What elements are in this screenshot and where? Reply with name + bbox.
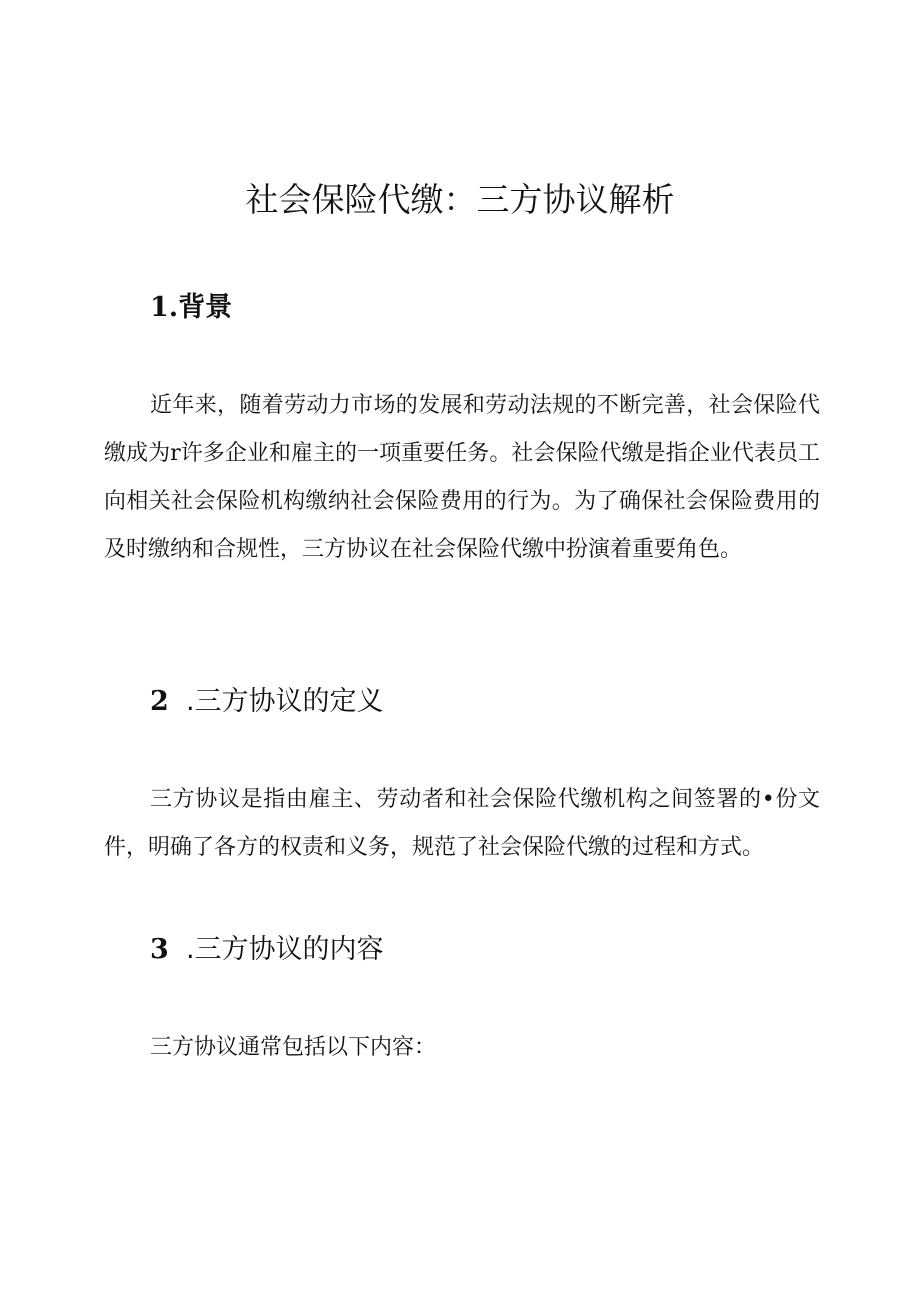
section-title: 背景 — [178, 292, 233, 323]
section-heading-definition — [150, 682, 384, 722]
section-paragraph-content: 三方协议通常包括以下内容： — [150, 1035, 437, 1060]
document-title: 社会保险代缴：三方协议解析 — [245, 180, 675, 219]
section-paragraph-definition: 三方协议是指由雇主、劳动者和社会保险代缴机构之间签署的•份文件，明确了各方的权责和义务，规范了社会保险代缴的过程和方式。 — [104, 787, 820, 860]
section-heading-content — [150, 930, 384, 970]
section-title: .三方协议的定义 — [185, 686, 384, 717]
section-title: .三方协议的内容 — [185, 934, 384, 965]
section-paragraph-background: 近年来，随着劳动力市场的发展和劳动法规的不断完善，社会保险代缴成为r许多企业和雇主的一项重要任务。社会保险代缴是指企业代表员工向相关社会保险机构缴纳社会保险费用的行为。为了确保社会保险费用的及时缴纳和合规性，三方协议在社会保险代缴中扮演着重要角色。 — [104, 393, 820, 562]
section-number: 1. — [150, 292, 179, 323]
section-heading-background — [150, 288, 232, 328]
section-number: 3 — [150, 934, 169, 965]
section-number: 2 — [150, 686, 169, 717]
